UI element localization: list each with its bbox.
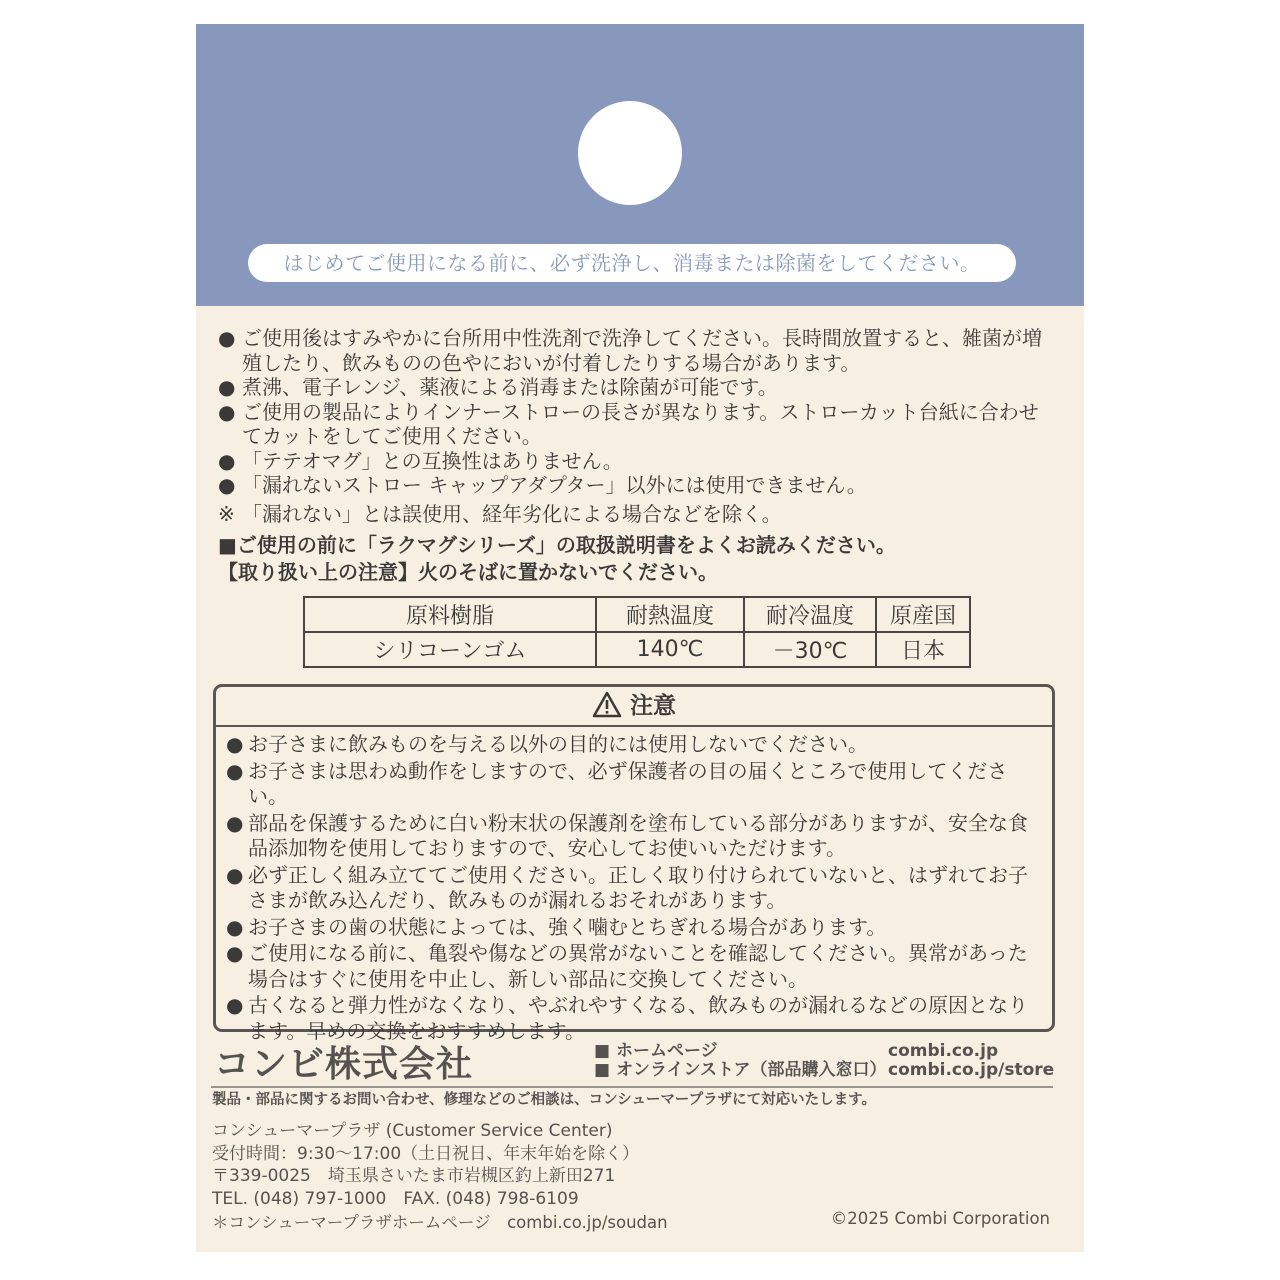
homepage-url[interactable]: combi.co.jp xyxy=(888,1041,999,1061)
note-item: ※ 「漏れない」とは誤使用、経年劣化による場合などを除く。 xyxy=(218,501,782,526)
note-item: ● ご使用後はすみやかに台所用中性洗剤で洗浄してください。長時間放置すると、雑菌が増殖したり、飲みものの色やにおいが付着したりする場合があります。 xyxy=(218,326,1042,375)
postal-address: 〒339-0025 埼玉県さいたま市岩槻区釣上新田271 xyxy=(212,1166,616,1186)
fire-warning: 【取り扱い上の注意】火のそばに置かないでください。 xyxy=(218,559,718,584)
spec-cell: －30℃ xyxy=(744,632,876,667)
manual-notice: ■ご使用の前に「ラクマグシリーズ」の取扱説明書をよくお読みください。 xyxy=(218,533,896,557)
divider xyxy=(211,1086,1053,1088)
spec-header: 原料樹脂 xyxy=(304,597,596,632)
caution-list xyxy=(216,727,1052,1044)
spec-table xyxy=(303,596,971,668)
spec-cell: 日本 xyxy=(876,632,970,667)
support-site[interactable]: ＊コンシューマープラザホームページ combi.co.jp/soudan xyxy=(212,1213,668,1232)
footer xyxy=(212,1209,1050,1233)
note-item: ● ご使用の製品によりインナーストローの長さが異なります。ストローカット台紙に合わせてカットをしてご使用ください。 xyxy=(218,399,1039,448)
spec-header: 耐熱温度 xyxy=(596,597,744,632)
phone-fax: TEL. (048) 797-1000 FAX. (048) 798-6109 xyxy=(212,1188,579,1209)
caution-item: ● 必ず正しく組み立ててご使用ください。正しく取り付けられていないと、はずれてお子さまが飲み込んだり、飲みものが漏れるおそれがあります。 xyxy=(226,862,1028,912)
caution-item: ● 部品を保護するために白い粉末状の保護剤を塗布している部分がありますが、安全な食品添加物を使用しておりますので、安心してお使いいただけます。 xyxy=(226,810,1028,860)
caution-item: ● 古くなると弾力性がなくなり、やぶれやすくなる、飲みものが漏れるなどの原因となります。早めの交換をおすすめします。 xyxy=(226,993,1028,1043)
caution-item: ● お子さまの歯の状態によっては、強く噛むとちぎれる場合があります。 xyxy=(226,914,887,939)
store-link-row: ■ オンラインストア（部品購入窓口） combi.co.jp/store xyxy=(594,1060,1055,1080)
usage-notes xyxy=(218,326,1058,584)
caution-box xyxy=(213,684,1055,1043)
business-hours: 受付時間：9:30～17:00（土日祝日、年末年始を除く） xyxy=(212,1143,640,1164)
caution-title: 注意 xyxy=(216,687,1052,727)
header-band xyxy=(196,24,1084,306)
spec-cell: 140℃ xyxy=(596,632,744,667)
warning-triangle-icon xyxy=(592,691,622,718)
company-links xyxy=(594,1042,1054,1080)
product-card xyxy=(196,24,1084,1252)
note-item: ● 煮沸、電子レンジ、薬液による消毒または除菌が可能です。 xyxy=(218,375,778,399)
caution-item: ● お子さまに飲みものを与える以外の目的には使用しないでください。 xyxy=(226,732,868,756)
spec-header: 原産国 xyxy=(876,597,970,632)
caution-item: ● ご使用になる前に、亀裂や傷などの異常がないことを確認してください。異常があった場合はすぐに使用を中止し、新しい部品に交換してください。 xyxy=(226,941,1028,991)
company-name: コンビ株式会社 xyxy=(214,1044,474,1085)
hang-hole xyxy=(578,101,682,205)
caution-item: ● お子さまは思わぬ動作をしますので、必ず保護者の目の届くところで使用してください。 xyxy=(226,758,1008,808)
note-item: ● 「テテオマグ」との互換性はありません。 xyxy=(218,448,623,473)
contact-block xyxy=(212,1120,639,1210)
note-item: ● 「漏れないストロー キャップアダプター」以外には使用できません。 xyxy=(218,473,867,497)
spec-cell: シリコーンゴム xyxy=(304,632,596,667)
store-url[interactable]: combi.co.jp/store xyxy=(888,1060,1055,1080)
first-use-notice: はじめてご使用になる前に、必ず洗浄し、消毒または除菌をしてください。 xyxy=(248,244,1016,282)
spec-header: 耐冷温度 xyxy=(744,597,876,632)
copyright: ©2025 Combi Corporation xyxy=(830,1209,1050,1228)
center-name: コンシューマープラザ (Customer Service Center) xyxy=(212,1121,613,1141)
consult-notice: 製品・部品に関するお問い合わせ、修理などのご相談は、コンシューマープラザにて対応いたします。 xyxy=(212,1092,877,1108)
homepage-link-row: ■ ホームページ combi.co.jp xyxy=(594,1041,999,1061)
